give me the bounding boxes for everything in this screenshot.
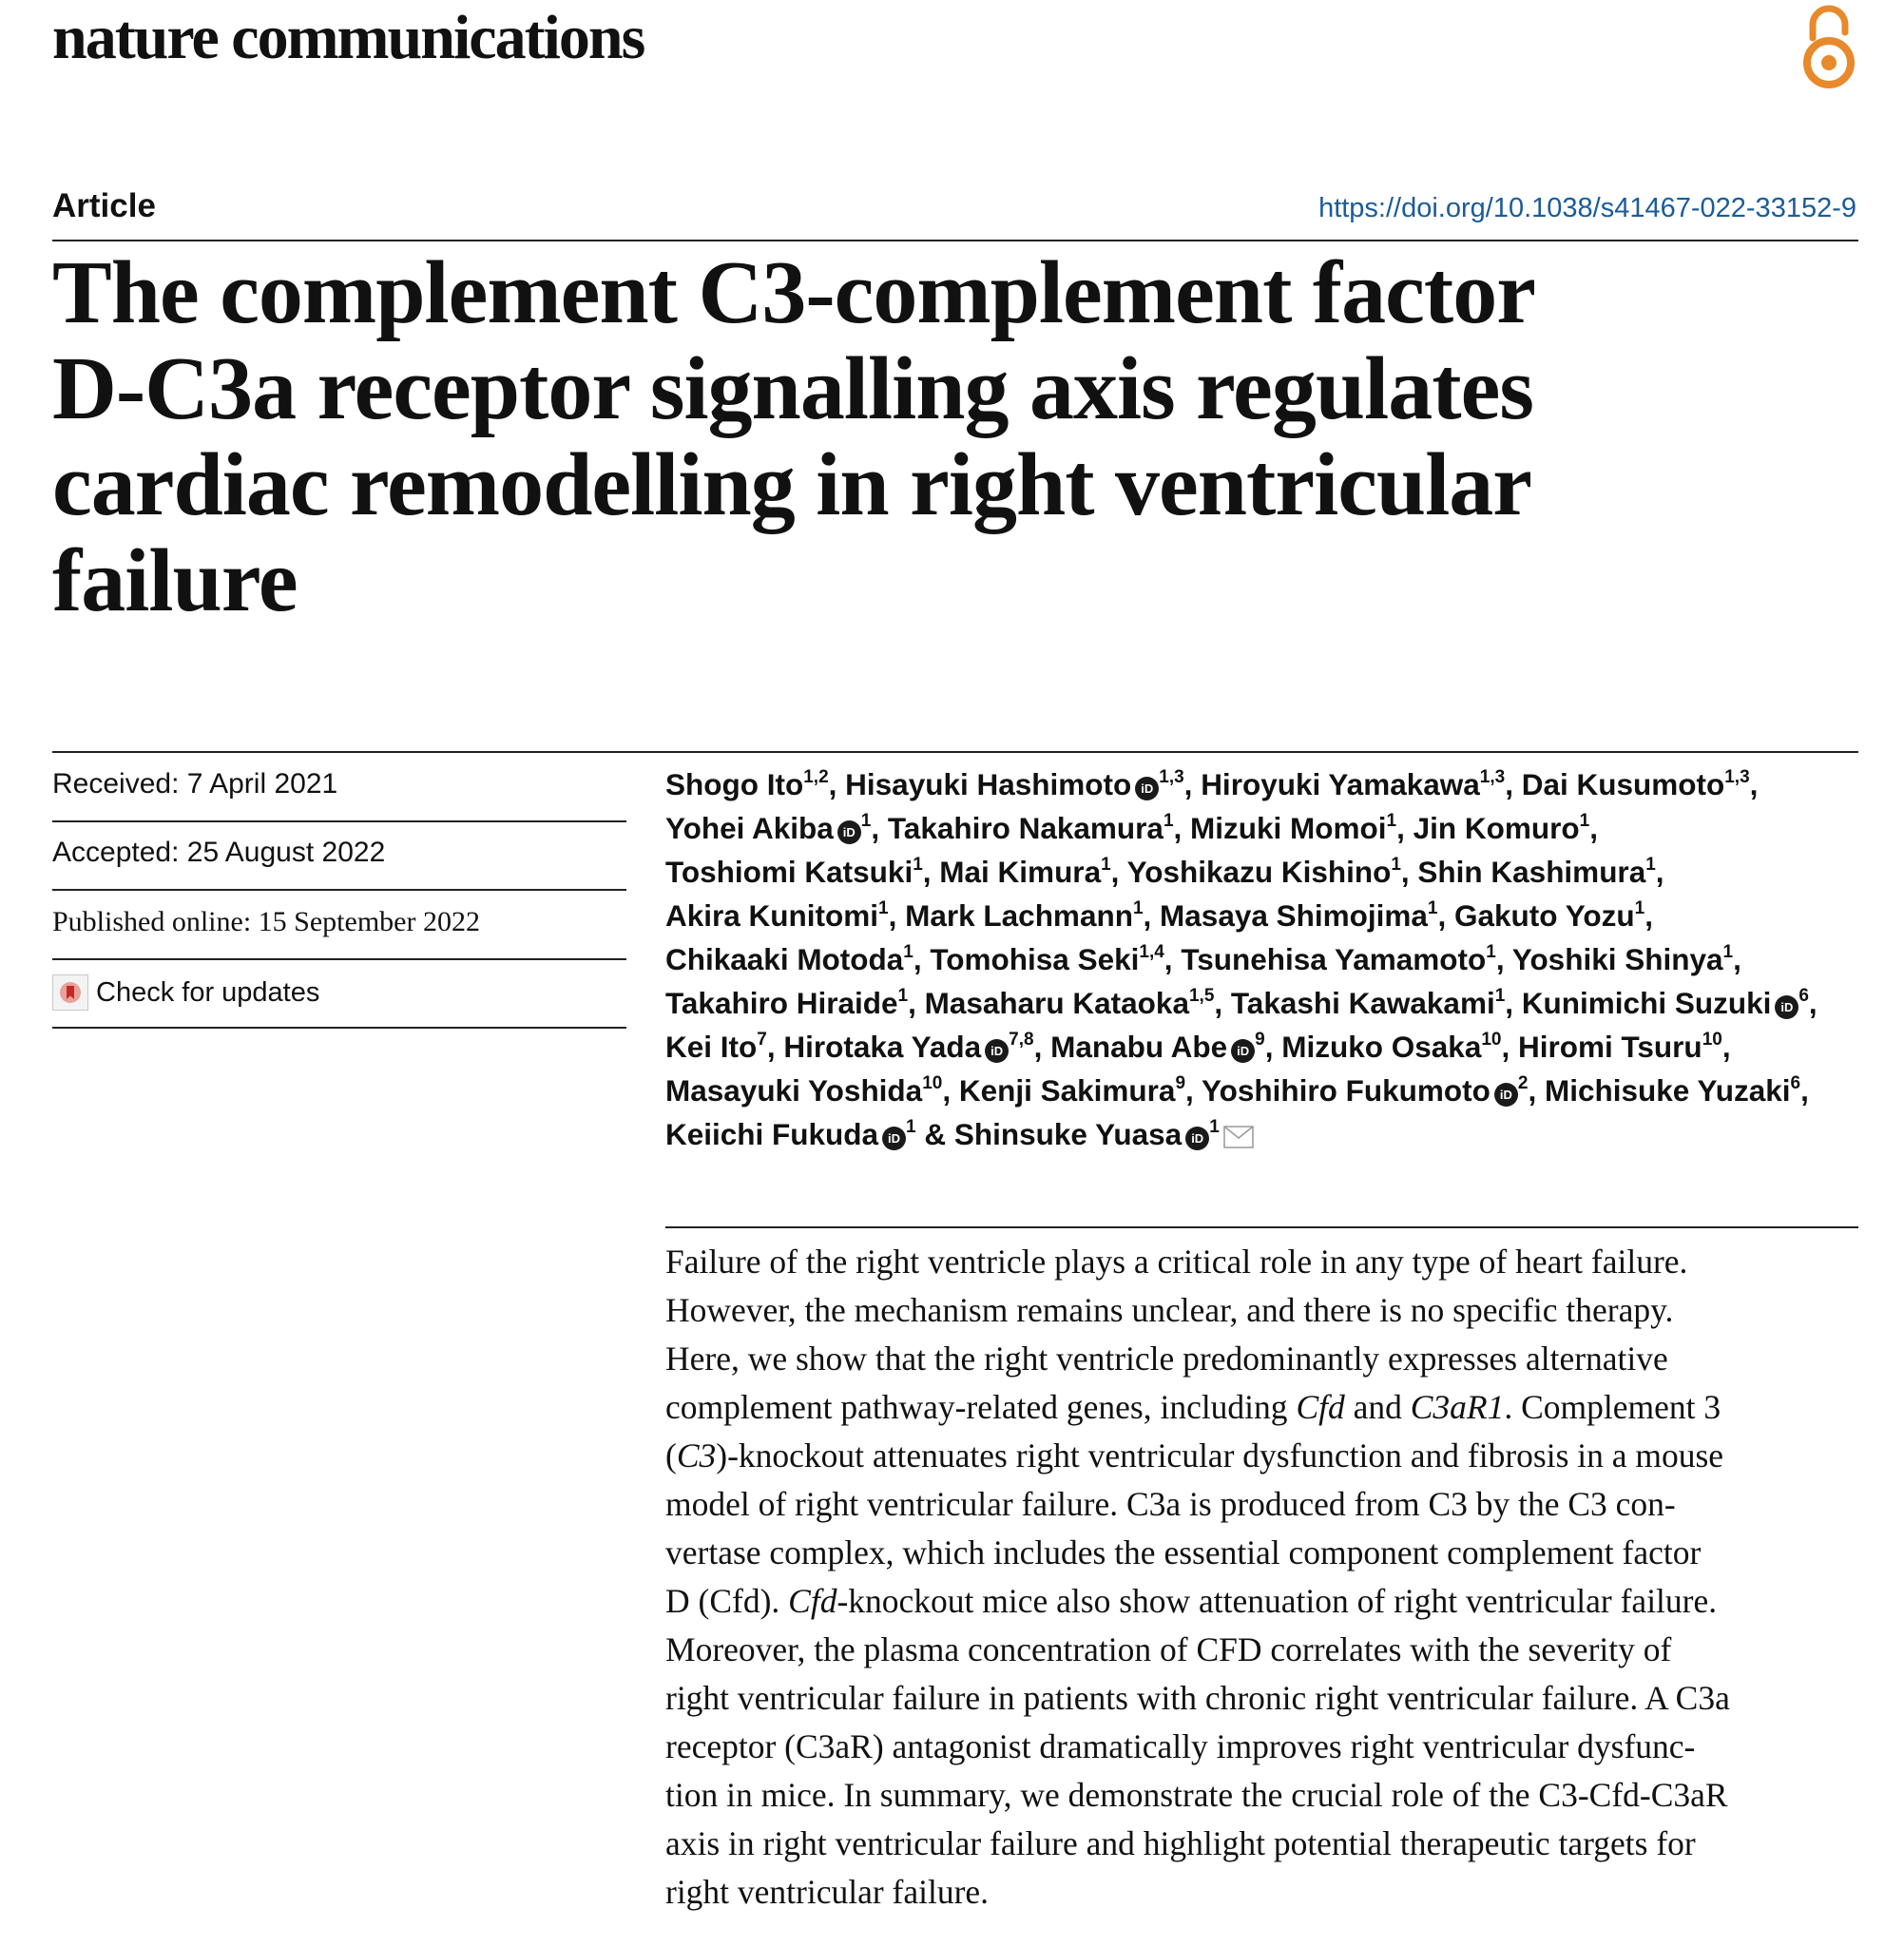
author-line: Kei Ito$^7$, Hirotaka Yada iD$^{7,8}$, Manabu Abe $iD^9$, Mizuko Osaka$^{10}$, Hiromi Tsuru$^{10}$,	[665, 1030, 1731, 1064]
author-affiliation: 2	[1517, 1073, 1529, 1093]
abstract-line: Moreover, the plasma concentration of CFD correlates with the severity of	[665, 1630, 1672, 1668]
abstract-line: right ventricular failure in patients with chronic right ventricular failure. A C3a	[665, 1679, 1730, 1717]
author-affiliation: 1	[906, 1117, 916, 1137]
abstract-line: Failure of the right ventricle plays a critical role in any type of heart failure.	[665, 1243, 1688, 1281]
check-for-updates-label: Check for updates	[96, 976, 320, 1008]
author-name[interactable]: Yoshikazu Kishino	[1126, 855, 1392, 889]
author-line: Chikaaki Motoda$^1$, Tomohisa Seki$^{1,4}$, Tsunehisa Yamamoto$^1$, Yoshiki Shinya$^1$,	[665, 942, 1741, 976]
author-name[interactable]: Takashi Kawakami	[1230, 986, 1495, 1020]
author-name[interactable]: Yoshihiro Fukumoto	[1201, 1073, 1491, 1108]
article-type: Article	[52, 187, 156, 224]
orcid-icon[interactable]: iD	[985, 1039, 1009, 1063]
author-name[interactable]: Hiromi Tsuru	[1518, 1030, 1702, 1064]
author-name[interactable]: Toshiomi Katsuki	[665, 855, 914, 889]
author-line: Keiichi Fukuda $iD^1$ & Shinsuke Yuasa $iD^1$	[665, 1112, 1858, 1156]
check-for-updates-icon	[52, 974, 88, 1011]
author-name[interactable]: Yohei Akiba	[665, 811, 834, 845]
abstract-line: (C3)-knockout attenuates right ventricular dysfunction and fibrosis in a mouse	[665, 1436, 1724, 1475]
author-name[interactable]: Manabu Abe	[1050, 1030, 1228, 1064]
author-affiliation: 9	[1255, 1030, 1265, 1050]
author-affiliation: 1,5	[1188, 986, 1215, 1006]
abstract-line: model of right ventricular failure. C3a is produced from C3 by the C3 con-	[665, 1485, 1676, 1523]
author-name[interactable]: Hirotaka Yada	[783, 1030, 982, 1064]
author-affiliation: 10	[1481, 1030, 1502, 1050]
orcid-icon[interactable]: iD	[1231, 1039, 1255, 1063]
author-name[interactable]: Hiroyuki Yamakawa	[1201, 767, 1480, 801]
author-affiliation: 1	[860, 811, 872, 831]
abstract-line: axis in right ventricular failure and highlight potential therapeutic targets for	[665, 1824, 1696, 1862]
author-name[interactable]: Mai Kimura	[939, 855, 1102, 889]
accepted-date: Accepted: 25 August 2022	[52, 837, 386, 868]
author-name[interactable]: Hisayuki Hashimoto	[845, 767, 1132, 801]
author-affiliation: 1	[1101, 855, 1111, 875]
author-affiliation: 7	[757, 1030, 767, 1050]
author-affiliation: 1	[1209, 1117, 1220, 1137]
author-affiliation: 1	[1722, 942, 1734, 962]
author-affiliation: 1	[897, 986, 909, 1006]
author-affiliation: 1	[913, 855, 923, 875]
date-divider	[52, 1027, 626, 1029]
author-affiliation: 1,3	[1159, 767, 1184, 787]
author-line: Masayuki Yoshida$^{10}$, Kenji Sakimura$^9$, Yoshihiro Fukumoto $iD^2$, Michisuke Yuzaki$^6$,	[665, 1073, 1809, 1108]
abstract	[665, 1238, 1863, 1917]
orcid-icon[interactable]: iD	[837, 820, 861, 844]
author-affiliation: 6	[1790, 1073, 1801, 1093]
author-affiliation: 1	[1634, 898, 1645, 918]
orcid-icon[interactable]: iD	[882, 1127, 906, 1150]
author-name[interactable]: Takahiro Nakamura	[887, 811, 1164, 845]
orcid-icon[interactable]: iD	[1135, 777, 1159, 800]
abstract-line: vertase complex, which includes the essential component complement factor	[665, 1533, 1702, 1571]
check-for-updates-button[interactable]	[52, 972, 319, 1013]
author-name[interactable]: Tsunehisa Yamamoto	[1181, 942, 1487, 976]
author-affiliation: 1,4	[1139, 942, 1164, 962]
abstract-line: right ventricular failure.	[665, 1873, 990, 1911]
author-name[interactable]: Michisuke Yuzaki	[1544, 1073, 1791, 1108]
author-name[interactable]: Kei Ito	[665, 1030, 758, 1064]
author-name[interactable]: Mizuki Momoi	[1190, 811, 1387, 845]
author-name[interactable]: Kenji Sakimura	[958, 1073, 1176, 1108]
author-line: Akira Kunitomi$^1$, Mark Lachmann$^1$, Masaya Shimojima$^1$, Gakuto Yozu$^1$,	[665, 898, 1653, 933]
author-affiliation: 1	[1427, 898, 1438, 918]
author-name[interactable]: Masayuki Yoshida	[665, 1073, 923, 1108]
published-date: Published online: 15 September 2022	[52, 906, 480, 937]
author-name[interactable]: Masaharu Kataoka	[924, 986, 1189, 1020]
abstract-line: However, the mechanism remains unclear, and there is no specific therapy.	[665, 1291, 1674, 1329]
author-name[interactable]: Takahiro Hiraide	[665, 986, 898, 1020]
title-line: D-C3a receptor signalling axis regulates	[52, 339, 1533, 438]
author-name[interactable]: Kunimichi Suzuki	[1521, 986, 1772, 1020]
author-affiliation: 7,8	[1009, 1030, 1034, 1050]
author-name[interactable]: Shogo Ito	[665, 767, 804, 801]
date-divider	[52, 958, 626, 960]
author-affiliation: 10	[922, 1073, 943, 1093]
article-title	[52, 245, 1839, 629]
date-divider	[52, 820, 626, 822]
author-name[interactable]: Dai Kusumoto	[1521, 767, 1725, 801]
author-affiliation: 1	[1132, 898, 1144, 918]
doi-link[interactable]: https://doi.org/10.1038/s41467-022-33152-9	[1318, 193, 1856, 223]
author-name[interactable]: Mizuko Osaka	[1281, 1030, 1482, 1064]
author-line: Takahiro Hiraide$^1$, Masaharu Kataoka$^{1,5}$, Takashi Kawakami$^1$, Kunimichi Suzuki $iD^6$,	[665, 986, 1817, 1020]
author-affiliation: 1,2	[803, 767, 829, 787]
title-line: failure	[52, 531, 298, 630]
author-line: Toshiomi Katsuki$^1$, Mai Kimura$^1$, Yoshikazu Kishino$^1$, Shin Kashimura$^1$,	[665, 855, 1664, 889]
abstract-line: Here, we show that the right ventricle predominantly expresses alternative	[665, 1340, 1668, 1378]
abstract-line: D (Cfd). Cfd-knockout mice also show attenuation of right ventricular failure.	[665, 1582, 1718, 1620]
author-name[interactable]: Keiichi Fukuda	[665, 1117, 879, 1151]
metadata-top-divider	[52, 751, 1858, 753]
date-divider	[52, 889, 626, 891]
author-affiliation: 1	[1386, 811, 1397, 831]
orcid-icon[interactable]: iD	[1775, 995, 1798, 1019]
author-name[interactable]: Shin Kashimura	[1417, 855, 1646, 889]
abstract-line: tion in mice. In summary, we demonstrate the crucial role of the C3-Cfd-C3aR	[665, 1776, 1728, 1814]
title-line: cardiac remodelling in right ventricular	[52, 435, 1532, 534]
author-name[interactable]: Akira Kunitomi	[665, 898, 879, 933]
author-affiliation: 1,3	[1479, 767, 1506, 787]
author-name[interactable]: Shinsuke Yuasa	[953, 1117, 1183, 1151]
author-affiliation: 10	[1702, 1030, 1722, 1050]
author-affiliation: 1	[1486, 942, 1496, 962]
author-affiliation: 1	[1645, 855, 1656, 875]
author-name[interactable]: Jin Komuro	[1413, 811, 1580, 845]
orcid-icon[interactable]: iD	[1185, 1127, 1209, 1150]
orcid-icon[interactable]: iD	[1494, 1083, 1518, 1107]
author-affiliation: 1	[878, 898, 889, 918]
abstract-line: complement pathway-related genes, including Cfd and C3aR1. Complement 3	[665, 1388, 1721, 1426]
author-name[interactable]: Masaya Shimojima	[1160, 898, 1428, 933]
author-affiliation: 9	[1175, 1073, 1186, 1093]
title-line: The complement C3-complement factor	[52, 243, 1535, 342]
author-affiliation: 1	[1391, 855, 1401, 875]
author-affiliation: 1	[1163, 811, 1174, 831]
author-name[interactable]: Yoshiki Shinya	[1511, 942, 1723, 976]
author-line: Shogo Ito$^{1,2}$, Hisayuki Hashimoto iD$^{1,3}$, Hiroyuki Yamakawa$^{1,3}$, Dai Kusumoto$^{1,3}$,	[665, 767, 1759, 801]
author-name[interactable]: Gakuto Yozu	[1454, 898, 1635, 933]
author-affiliation: 1	[903, 942, 914, 962]
abstract-line: receptor (C3aR) antagonist dramatically improves right ventricular dysfunc-	[665, 1727, 1696, 1765]
author-name[interactable]: Chikaaki Motoda	[665, 942, 904, 976]
received-date: Received: 7 April 2021	[52, 768, 338, 800]
author-name[interactable]: Tomohisa Seki	[930, 942, 1140, 976]
author-name[interactable]: Mark Lachmann	[905, 898, 1133, 933]
abstract-divider	[665, 1226, 1858, 1228]
author-affiliation: 1	[1579, 811, 1590, 831]
author-affiliation: 1	[1494, 986, 1506, 1006]
envelope-icon[interactable]	[1223, 1126, 1254, 1148]
journal-name: nature communications	[52, 3, 644, 72]
author-affiliation: 1,3	[1724, 767, 1750, 787]
author-list	[665, 762, 1858, 1156]
open-access-icon	[1799, 4, 1858, 91]
author-affiliation: 6	[1798, 986, 1809, 1006]
header-divider	[52, 240, 1858, 241]
author-line: Yohei Akiba $iD^1$, Takahiro Nakamura$^1$, Mizuki Momoi$^1$, Jin Komuro$^1$,	[665, 811, 1598, 845]
